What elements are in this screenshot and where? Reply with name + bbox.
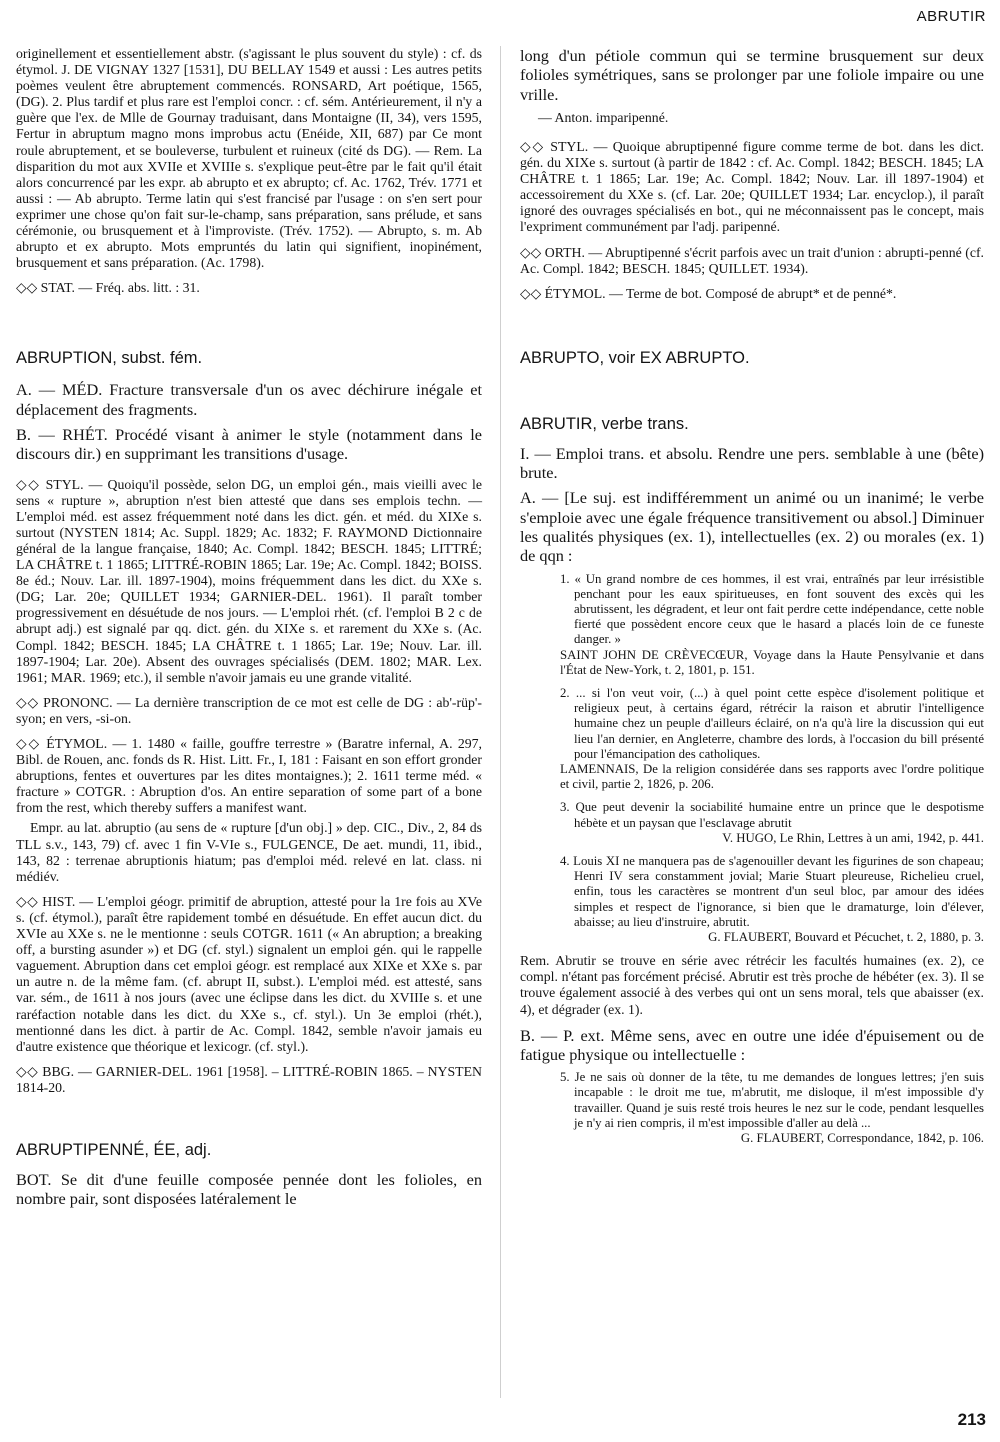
orth-note: ◇◇ ORTH. — Abruptipenné s'écrit parfois avec un trait d'union : abrupti-penné (cf. Ac. Compl. 1842; BESCH. 1845; QUILLET. 1934). — [520, 244, 984, 276]
quote-5-citation: G. FLAUBERT, Correspondance, 1842, p. 106. — [740, 1131, 984, 1146]
abrutir-sense-b: B. — P. ext. Même sens, avec en outre une idée d'épuisement ou de fatigue physique ou intellectuelle : — [520, 1025, 984, 1064]
prononc-note: ◇◇ PRONONC. — La dernière transcription de ce mot est celle de DG : ab'-rüp'-syon; en vers, -si-on. — [16, 694, 482, 726]
rem-note: Rem. Abrutir se trouve en série avec rétrécir les facultés humaines (ex. 2), ce compl. n'étant pas forcément précisé. Abrutir est très proche de hébéter (ex. 3). Il se trouve également associé à des verbes qui ont un sens moral, tels que abaisser (ex. 4), et dégrader (ex. 1). — [520, 953, 984, 1017]
quote-3-citation: V. HUGO, Le Rhin, Lettres à un ami, 1942, p. 441. — [722, 830, 984, 845]
styl-note: ◇◇ STYL. — Quoiqu'il possède, selon DG, un emploi gén., mais vieilli avec le sens « rupture », abruption n'est bien attesté que dans ses emplois techn. — L'emploi méd. est assez fréquemment noté dans les dict. gén. et méd. du XIXe s. surtout (NYSTEN 1814; Ac. Suppl. 1829; Ac. 1832; F. RAYMOND Dictionnaire général de la langue française, 1840; Ac. Compl. 1842; BESCH. 1845; LITTRÉ; LA CHÂTRE t. 1 1865; LITTRÉ-ROBIN 1865; Lar. 19e; Ac. Compl. 1842; BOISS. 8e éd.; Nouv. Lar. ill. 1897-1904), moins fréquemment dans les dict. du XXe s. (DG; Lar. 20e; QUILLET 1934; GARNIER-DEL. 1961). Il paraît tomber progressivement en désuétude de nos jours. — L'emploi rhét. (cf. l'emploi B 2 c de abrupt adj.) est signalé par qq. dict. gén. du XIXe s. et rarement du XXe s. (Ac. Compl. 1842; BESCH. 1845; LA CHÂTRE t. 1 1865; Lar. 19e; Nouv. Lar. ill. 1897-1904; Lar. 20e). Absent des ouvrages spécialisés (DEM. 1802; MAR. Lex. 1961; MAR. 1969; etc.), il semble n'avoir jamais eu une grande vitalité. — [16, 476, 482, 685]
abruptipenne-definition-continued: long d'un pétiole commun qui se termine brusquement sur deux folioles symétriques, sans se prolonger par une foliole impaire ou une vrille. — [520, 46, 984, 104]
quote-4-citation: G. FLAUBERT, Bouvard et Pécuchet, t. 2, 1880, p. 3. — [708, 930, 984, 945]
abruptipenne-definition: BOT. Se dit d'une feuille composée pennée dont les folioles, en nombre pair, sont disposées latéralement le — [16, 1169, 482, 1209]
stat-note: ◇◇ STAT. — Fréq. abs. litt. : 31. — [16, 280, 200, 296]
empr-note: Empr. au lat. abruptio (au sens de « rupture [d'un obj.] » dep. CIC., Div., 2, 84 ds TLL s.v., 143, 79) cf. avec 1 fin V-VIe s., FULGENCE, De aet. mundi, 11, ibid., 143, 82 : terrenae abruptionis hiatum; pas d'emploi méd. relevé en lat. class. ni médiév. — [16, 820, 482, 884]
left-column — [16, 46, 482, 1209]
bbg-note: ◇◇ BBG. — GARNIER-DEL. 1961 [1958]. – LITTRÉ-ROBIN 1865. – NYSTEN 1814-20. — [16, 1063, 482, 1095]
antonym-note: — Anton. imparipenné. — [538, 109, 669, 125]
abruptement-continuation: originellement et essentiellement abstr. (s'agissant le plus souvent du style) : cf. ds étymol. J. DE VIGNAY 1327 [1531], DU BELLAY 1549 et aussi : Les autres petits poèmes veulent être abruptement commencés. RONSARD, Art poétique, 1565, (DG). 2. Plus tardif et plus rare est l'emploi concr. : cf. sém. Antérieurement, il n'y a guère que l'ex. de Mlle de Gournay traduisant, dans Montaigne (II, 34), vers 1595, Fertur in abruptum magno mons improbus actu (Enéide, XII, 687) par Ce mont roule abruptement, et se bouleverse, turbulent et ruineux (cité ds DG). — Rem. La disparition du mot aux XVIIe et XVIIIe s. s'explique peut-être par le fait qu'il était alors concurrencé par les expr. ab abrupto et ex abrupto; cf. Ac. 1762, Trév. 1771 et aussi : — Ab abrupto. Terme latin qui s'est francisé par l'usage : on s'en sert pour exprimer une chose qu'on fait sur-le-champ, sans préparation, sans prélude, et sans cérémonie, ou brusquement et à l'improviste. (Trév. 1752). — Abrupto, s. m. Ab abrupto et ex abrupto. Mots empruntés du latin qui signifient, inopinément, brusquement et sans préparation. (Ac. 1798). — [16, 46, 482, 271]
headword-abruption: ABRUPTION, subst. fém. — [16, 349, 203, 368]
page-number: 213 — [957, 1410, 986, 1429]
running-head: ABRUTIR — [916, 8, 986, 25]
abrutir-sense-a: A. — [Le suj. est indifféremment un animé ou un inanimé; le verbe s'emploie avec une égale fréquence transitivement ou absol.] Diminuer les qualités physiques (ex. 1), intellectuelles (ex. 2) ou morales (ex. 1) de qqn : — [520, 488, 984, 566]
headword-abrupto: ABRUPTO, voir EX ABRUPTO. — [520, 348, 750, 367]
abruption-sense-a: A. — MÉD. Fracture transversale d'un os avec déchirure inégale et déplacement des fragments. — [16, 380, 482, 419]
quote-5: 5. Je ne sais où donner de la tête, tu me demandes de longues lettres; j'en suis incapable : le droit me tue, m'abrutit, me disloque, il m'est impossible d'y travailler. Quand je suis resté trois heures le nez sur le code, pendant lesquelles je n'y ai rien compris, il m'est impossible d'aller au delà ... — [560, 1070, 984, 1130]
column-divider — [500, 46, 501, 1398]
etymol-note: ◇◇ ÉTYMOL. — 1. 1480 « faille, gouffre terrestre » (Baratre infernal, A. 297, Bibl. de Rouen, anc. fonds ds R. Hist. Litt. Fr., I, 181 : Faisant en son effort gronder abruptions, fentes et ouvertures par les dites montaignes.); 2. 1611 terme méd. « fracture » COTGR. : Abruption d'os. An entire separation of some part of a bone from the rest, which thereby suffers a manifest want. — [16, 736, 482, 816]
quote-3: 3. Que peut devenir la sociabilité humaine entre un prince que le despotisme hébète et un paysan que l'esclavage abrutit — [560, 800, 984, 830]
hist-note: ◇◇ HIST. — L'emploi géogr. primitif de abruption, attesté pour la 1re fois au XVe s. (cf. étymol.), paraît être rapidement tombé en désuétude. En effet aucun dict. du XVIe au XXe s. ne le mentionne : seuls COTGR. 1611 (« An abruption; a breaking off, a bursting asunder ») et DG (cf. styl.) signalent un emploi gén. qui le rappelle vaguement. Abruption dans cet emploi géogr. est remplacé aux XIXe et XXe s. par un autre n. de la même fam. (cf. abrupt II, subst.). L'emploi méd. est attesté, sans var. sém., de 1611 à nos jours (avec une éclipse dans les dict. du XVIIIe s. et une raréfaction notable dans les dict. du XXe s., cf. styl.). Un 3e emploi (rhét.), mentionné dans les dict. à partir de Ac. Compl. 1842, semble n'avoir jamais eu d'autre existence que théorique et lexicogr. (cf. styl.). — [16, 893, 482, 1054]
abrutir-sense-i: I. — Emploi trans. et absolu. Rendre une pers. semblable à une (bête) brute. — [520, 443, 984, 483]
headword-abruptipenne: ABRUPTIPENNÉ, ÉE, adj. — [16, 1140, 212, 1159]
headword-abrutir: ABRUTIR, verbe trans. — [520, 414, 689, 433]
quote-2: 2. ... si l'on veut voir, (...) à quel point cette espèce d'isolement politique et religieux peut, à certains égard, rétrécir la raison et abrutir l'intelligence humaine chez un peuple d'ailleurs éclairé, on n'a qu'à lire la discussion qui eut lieu l'an dernier, en Angleterre, chambre des lords, à l'occasion du bill présenté pour l'émancipation des catholiques. — [560, 686, 984, 761]
styl-note-right: ◇◇ STYL. — Quoique abruptipenné figure comme terme de bot. dans les dict. gén. du XIXe s. surtout (à partir de 1842 : cf. Ac. Compl. 1842; BESCH. 1845; LA CHÂTRE t. 1 1865; Lar. 19e; Ac. Compl. 1842; Nouv. Lar. ill 1897-1904) et accessoirement du XXe s. (cf. Lar. 20e; QUILLET 1934; Lar. encyclop.), il paraît ignoré des ouvrages spécialisés en bot., qui ne méconnaissent pas le concept, mais l'expriment communément par l'adj. paripenné. — [520, 138, 984, 235]
abruption-sense-b: B. — RHÉT. Procédé visant à animer le style (notamment dans le discours dir.) en supprimant les transitions d'usage. — [16, 425, 482, 464]
right-column — [520, 46, 984, 1146]
quote-4: 4. Louis XI ne manquera pas de s'agenouiller devant les figurines de son chapeau; Henri IV sera constamment jovial; Marie Stuart pleureuse, Richelieu cruel, enfin, tous les caractères se montrent d'un seul bloc, par amour des idées simples et respect de l'ignorance, si bien que le dramaturge, loin d'élever, abaisse; au lieu d'instruire, abrutit. — [560, 854, 984, 929]
quote-1: 1. « Un grand nombre de ces hommes, il est vrai, entraînés par leur irrésistible penchant pour les eaux spiritueuses, en font souvent des excès qui les abrutissent, les dégradent, et leur ont fait perdre cette indépendance, cette noble fierté que possèdent encore ceux que le hasard a placés loin de ce funeste danger. » — [560, 571, 984, 647]
quote-2-citation: LAMENNAIS, De la religion considérée dans ses rapports avec l'ordre politique et civil, partie 2, 1826, p. 206. — [560, 762, 984, 792]
etymol-note-right: ◇◇ ÉTYMOL. — Terme de bot. Composé de abrupt* et de penné*. — [520, 285, 897, 301]
quote-1-citation: SAINT JOHN DE CRÈVECŒUR, Voyage dans la Haute Pensylvanie et dans l'État de New-York, t. 2, 1801, p. 151. — [560, 647, 984, 677]
